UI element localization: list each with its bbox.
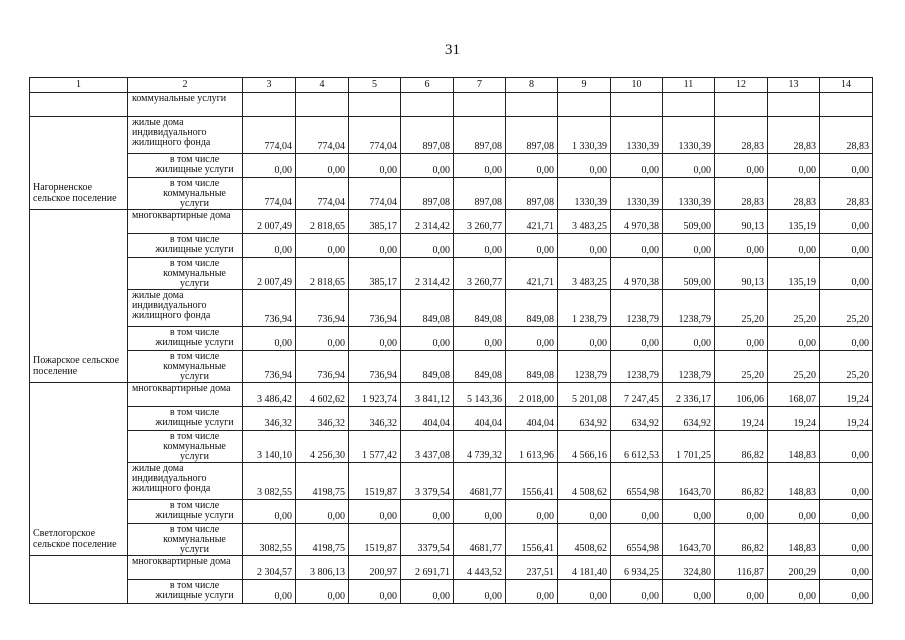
value-cell: 148,83 [768,463,820,500]
value-cell: 897,08 [506,178,558,210]
value-cell: 3 260,77 [454,210,506,234]
value-cell: 1 577,42 [349,431,401,463]
value-cell: 0,00 [663,580,715,604]
value-cell [401,93,454,117]
value-cell: 135,19 [768,210,820,234]
value-cell: 1330,39 [611,117,663,154]
value-cell: 0,00 [611,154,663,178]
table-row [30,258,873,290]
value-cell: 0,00 [558,580,611,604]
value-cell: 6 934,25 [611,556,663,580]
value-cell: 1 701,25 [663,431,715,463]
value-cell: 168,07 [768,383,820,407]
value-cell: 1519,87 [349,524,401,556]
table-row [30,556,873,580]
value-cell: 1556,41 [506,524,558,556]
value-cell: 404,04 [401,407,454,431]
value-cell: 0,00 [243,327,296,351]
table-row [30,431,873,463]
value-cell: 2 336,17 [663,383,715,407]
value-cell: 1238,79 [558,351,611,383]
value-cell: 28,83 [715,178,768,210]
value-cell: 421,71 [506,210,558,234]
value-cell: 897,08 [454,117,506,154]
value-cell: 4 508,62 [558,463,611,500]
value-cell: 0,00 [715,500,768,524]
value-cell: 25,20 [715,351,768,383]
table-row [30,463,873,500]
value-cell: 0,00 [401,154,454,178]
value-cell: 0,00 [820,463,873,500]
value-cell [663,93,715,117]
value-cell: 0,00 [401,580,454,604]
value-cell [506,93,558,117]
housing-type-label: в том числе жилищные услуги [128,407,243,431]
value-cell: 1330,39 [663,178,715,210]
value-cell: 736,94 [349,290,401,327]
value-cell: 0,00 [715,327,768,351]
value-cell: 0,00 [349,327,401,351]
value-cell: 1643,70 [663,463,715,500]
value-cell: 90,13 [715,258,768,290]
value-cell: 404,04 [454,407,506,431]
housing-type-label: в том числе коммунальные услуги [128,431,243,463]
value-cell: 19,24 [820,383,873,407]
column-header: 11 [663,78,715,93]
table-row [30,327,873,351]
housing-type-label: жилые дома индивидуального жилищного фонда [128,290,243,327]
value-cell: 0,00 [401,234,454,258]
table-row [30,154,873,178]
value-cell: 0,00 [611,327,663,351]
value-cell: 0,00 [768,500,820,524]
table-row [30,407,873,431]
value-cell: 0,00 [349,154,401,178]
value-cell: 5 201,08 [558,383,611,407]
value-cell: 0,00 [349,234,401,258]
value-cell: 0,00 [768,234,820,258]
table-row [30,351,873,383]
column-header: 9 [558,78,611,93]
header-row [30,78,873,93]
value-cell: 4508,62 [558,524,611,556]
value-cell: 0,00 [454,580,506,604]
value-cell: 237,51 [506,556,558,580]
value-cell: 1556,41 [506,463,558,500]
value-cell: 2 007,49 [243,210,296,234]
value-cell: 148,83 [768,431,820,463]
value-cell: 25,20 [768,351,820,383]
value-cell: 28,83 [768,117,820,154]
value-cell: 7 247,45 [611,383,663,407]
table-row [30,383,873,407]
value-cell: 774,04 [349,117,401,154]
value-cell: 1519,87 [349,463,401,500]
value-cell: 0,00 [243,580,296,604]
value-cell: 509,00 [663,210,715,234]
column-header: 6 [401,78,454,93]
value-cell: 0,00 [820,258,873,290]
value-cell: 3 379,54 [401,463,454,500]
housing-type-label: многоквартирные дома [128,556,243,580]
housing-type-label: в том числе жилищные услуги [128,580,243,604]
value-cell: 1330,39 [663,117,715,154]
value-cell: 106,06 [715,383,768,407]
value-cell: 28,83 [820,178,873,210]
value-cell: 28,83 [768,178,820,210]
value-cell: 736,94 [243,351,296,383]
value-cell: 0,00 [768,580,820,604]
value-cell: 2 818,65 [296,210,349,234]
value-cell: 25,20 [715,290,768,327]
value-cell [243,93,296,117]
value-cell: 25,20 [820,351,873,383]
value-cell: 736,94 [243,290,296,327]
value-cell: 2 691,71 [401,556,454,580]
housing-type-label: в том числе коммунальные услуги [128,524,243,556]
value-cell: 90,13 [715,210,768,234]
value-cell: 5 143,36 [454,383,506,407]
housing-type-label: многоквартирные дома [128,210,243,234]
value-cell: 736,94 [349,351,401,383]
value-cell: 19,24 [820,407,873,431]
value-cell: 346,32 [243,407,296,431]
column-header: 10 [611,78,663,93]
housing-type-label: в том числе жилищные услуги [128,327,243,351]
value-cell: 0,00 [820,580,873,604]
value-cell: 3 260,77 [454,258,506,290]
value-cell: 774,04 [243,117,296,154]
column-header: 1 [30,78,128,93]
value-cell: 2 818,65 [296,258,349,290]
value-cell: 0,00 [454,234,506,258]
value-cell: 86,82 [715,431,768,463]
value-cell: 0,00 [820,431,873,463]
housing-type-label: жилые дома индивидуального жилищного фонда [128,463,243,500]
value-cell: 736,94 [296,290,349,327]
housing-type-label: в том числе жилищные услуги [128,154,243,178]
value-cell: 1238,79 [611,351,663,383]
value-cell [820,93,873,117]
value-cell: 0,00 [296,580,349,604]
value-cell: 25,20 [768,290,820,327]
value-cell: 0,00 [715,234,768,258]
table-body [30,93,873,604]
value-cell: 116,87 [715,556,768,580]
value-cell: 3 140,10 [243,431,296,463]
settlement-name: Пожарское сельское поселение [30,210,128,383]
value-cell: 0,00 [506,327,558,351]
value-cell: 4 566,16 [558,431,611,463]
value-cell: 0,00 [663,234,715,258]
value-cell: 1238,79 [663,290,715,327]
value-cell: 774,04 [243,178,296,210]
column-header: 5 [349,78,401,93]
value-cell: 28,83 [715,117,768,154]
value-cell: 19,24 [768,407,820,431]
housing-type-label: в том числе жилищные услуги [128,234,243,258]
value-cell: 0,00 [296,154,349,178]
page-number: 31 [445,42,460,58]
value-cell: 897,08 [454,178,506,210]
value-cell: 346,32 [349,407,401,431]
value-cell: 86,82 [715,524,768,556]
value-cell: 0,00 [611,234,663,258]
value-cell: 0,00 [820,556,873,580]
value-cell [349,93,401,117]
value-cell: 0,00 [768,327,820,351]
value-cell: 2 018,00 [506,383,558,407]
value-cell: 4 970,38 [611,210,663,234]
value-cell: 849,08 [506,351,558,383]
column-header: 3 [243,78,296,93]
value-cell: 3 486,42 [243,383,296,407]
housing-type-label: коммунальные услуги [128,93,243,117]
value-cell: 0,00 [820,234,873,258]
value-cell: 0,00 [454,327,506,351]
value-cell: 1 923,74 [349,383,401,407]
value-cell: 0,00 [506,580,558,604]
value-cell: 0,00 [558,500,611,524]
value-cell: 0,00 [820,327,873,351]
column-header: 12 [715,78,768,93]
value-cell: 148,83 [768,524,820,556]
value-cell: 4 739,32 [454,431,506,463]
value-cell: 509,00 [663,258,715,290]
value-cell: 385,17 [349,258,401,290]
value-cell: 4198,75 [296,463,349,500]
value-cell: 897,08 [401,117,454,154]
value-cell: 0,00 [820,524,873,556]
value-cell: 0,00 [454,500,506,524]
value-cell: 634,92 [663,407,715,431]
value-cell: 2 007,49 [243,258,296,290]
value-cell: 1643,70 [663,524,715,556]
value-cell: 0,00 [558,234,611,258]
value-cell: 421,71 [506,258,558,290]
value-cell: 4 970,38 [611,258,663,290]
value-cell: 0,00 [296,327,349,351]
housing-type-label: в том числе коммунальные услуги [128,351,243,383]
value-cell: 4198,75 [296,524,349,556]
value-cell: 200,29 [768,556,820,580]
table-row [30,290,873,327]
value-cell: 774,04 [296,178,349,210]
value-cell: 0,00 [611,500,663,524]
table-row [30,93,873,117]
column-header: 8 [506,78,558,93]
value-cell: 1238,79 [663,351,715,383]
value-cell: 0,00 [243,154,296,178]
value-cell: 0,00 [506,500,558,524]
value-cell: 4 181,40 [558,556,611,580]
value-cell: 4681,77 [454,463,506,500]
value-cell: 634,92 [558,407,611,431]
housing-type-label: в том числе коммунальные услуги [128,178,243,210]
value-cell: 0,00 [768,154,820,178]
value-cell: 1238,79 [611,290,663,327]
value-cell: 4 443,52 [454,556,506,580]
table-row [30,524,873,556]
column-header: 2 [128,78,243,93]
value-cell: 774,04 [349,178,401,210]
housing-type-label: многоквартирные дома [128,383,243,407]
value-cell [611,93,663,117]
value-cell: 849,08 [454,290,506,327]
value-cell: 1 238,79 [558,290,611,327]
value-cell: 849,08 [401,351,454,383]
value-cell: 385,17 [349,210,401,234]
settlement-name: Нагорненское сельское поселение [30,117,128,210]
value-cell: 1330,39 [611,178,663,210]
value-cell: 849,08 [401,290,454,327]
settlement-name [30,556,128,604]
value-cell: 0,00 [558,327,611,351]
value-cell: 0,00 [296,234,349,258]
table-row [30,210,873,234]
value-cell: 1 330,39 [558,117,611,154]
value-cell: 849,08 [506,290,558,327]
value-cell: 0,00 [663,327,715,351]
table-row [30,500,873,524]
value-cell: 2 314,42 [401,210,454,234]
value-cell: 404,04 [506,407,558,431]
value-cell: 897,08 [506,117,558,154]
value-cell: 0,00 [401,500,454,524]
value-cell: 200,97 [349,556,401,580]
value-cell: 4681,77 [454,524,506,556]
column-header: 7 [454,78,506,93]
value-cell: 3 841,12 [401,383,454,407]
value-cell [558,93,611,117]
value-cell: 0,00 [715,154,768,178]
value-cell: 6554,98 [611,524,663,556]
value-cell: 3 806,13 [296,556,349,580]
value-cell: 86,82 [715,463,768,500]
value-cell: 0,00 [296,500,349,524]
value-cell [768,93,820,117]
value-cell: 774,04 [296,117,349,154]
value-cell: 25,20 [820,290,873,327]
value-cell: 736,94 [296,351,349,383]
value-cell: 0,00 [611,580,663,604]
value-cell: 346,32 [296,407,349,431]
value-cell: 6 612,53 [611,431,663,463]
value-cell: 0,00 [506,234,558,258]
value-cell: 1 613,96 [506,431,558,463]
value-cell: 0,00 [349,500,401,524]
settlement-name: Светлогорское сельское поселение [30,383,128,556]
value-cell [296,93,349,117]
value-cell [454,93,506,117]
value-cell: 0,00 [243,500,296,524]
value-cell: 3082,55 [243,524,296,556]
value-cell: 0,00 [820,154,873,178]
value-cell: 6554,98 [611,463,663,500]
table-row [30,178,873,210]
value-cell: 4 602,62 [296,383,349,407]
value-cell: 0,00 [558,154,611,178]
value-cell: 634,92 [611,407,663,431]
value-cell: 0,00 [401,327,454,351]
value-cell: 0,00 [820,210,873,234]
value-cell: 1330,39 [558,178,611,210]
column-header: 4 [296,78,349,93]
value-cell: 897,08 [401,178,454,210]
value-cell: 3 483,25 [558,210,611,234]
table-row [30,117,873,154]
column-header: 14 [820,78,873,93]
value-cell: 0,00 [663,154,715,178]
value-cell: 0,00 [349,580,401,604]
value-cell: 19,24 [715,407,768,431]
value-cell: 3379,54 [401,524,454,556]
value-cell: 28,83 [820,117,873,154]
tariff-table [29,77,873,604]
value-cell: 0,00 [243,234,296,258]
value-cell: 4 256,30 [296,431,349,463]
value-cell: 0,00 [454,154,506,178]
value-cell: 2 314,42 [401,258,454,290]
table-row [30,580,873,604]
value-cell: 3 082,55 [243,463,296,500]
value-cell: 2 304,57 [243,556,296,580]
value-cell: 849,08 [454,351,506,383]
settlement-name [30,93,128,117]
value-cell: 0,00 [715,580,768,604]
value-cell: 0,00 [663,500,715,524]
value-cell: 135,19 [768,258,820,290]
housing-type-label: жилые дома индивидуального жилищного фонда [128,117,243,154]
value-cell: 324,80 [663,556,715,580]
value-cell: 0,00 [820,500,873,524]
table-row [30,234,873,258]
value-cell [715,93,768,117]
value-cell: 0,00 [506,154,558,178]
column-header: 13 [768,78,820,93]
housing-type-label: в том числе жилищные услуги [128,500,243,524]
value-cell: 3 437,08 [401,431,454,463]
value-cell: 3 483,25 [558,258,611,290]
housing-type-label: в том числе коммунальные услуги [128,258,243,290]
